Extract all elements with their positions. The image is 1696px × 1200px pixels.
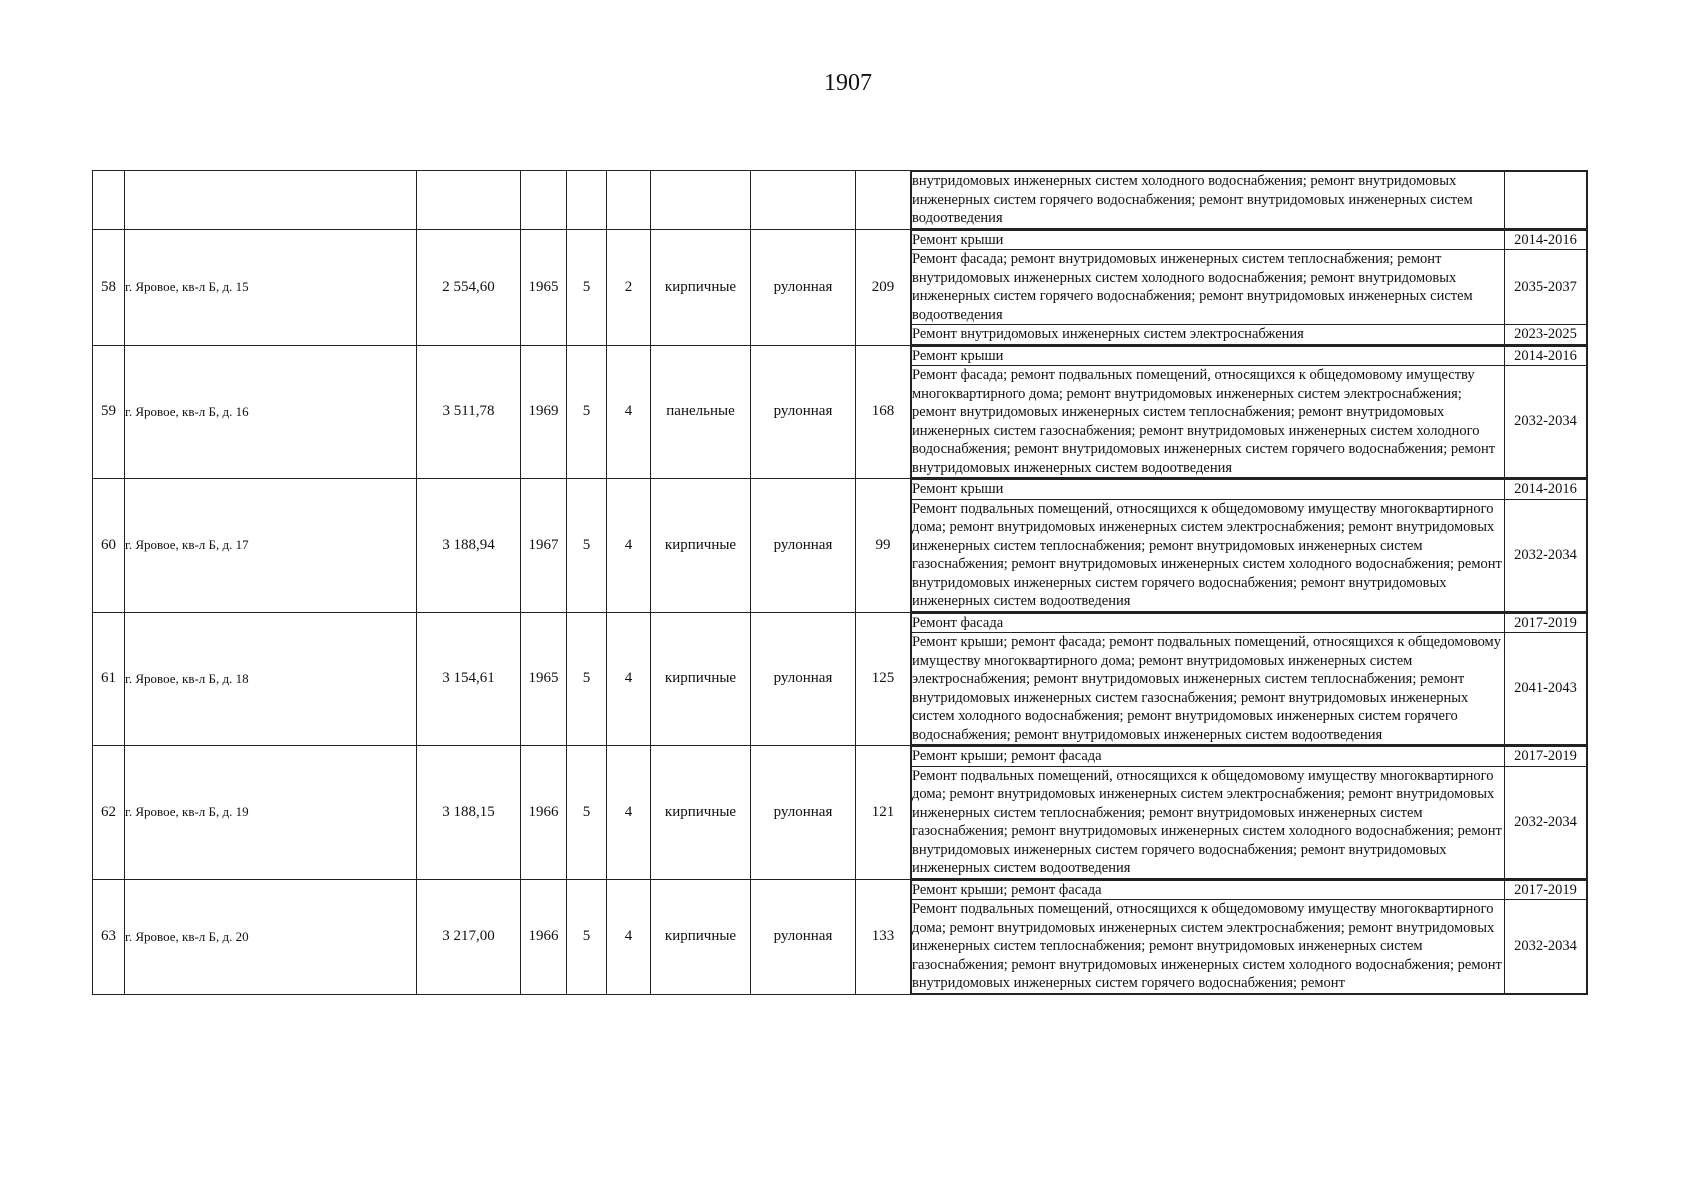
work-description: Ремонт внутридомовых инженерных систем электроснабжения <box>912 325 1505 345</box>
work-period <box>1505 172 1587 229</box>
work-description: Ремонт фасада; ремонт подвальных помещений, относящихся к общедомовому имуществу многоквартирного дома; ремонт внутридомовых инженерных систем электроснабжения; ремонт внутридомовых инженерных систем теплоснабжения; ремонт внутридомовых инженерных систем газоснабжения; ремонт внутридомовых инженерных систем холодного водоснабжения; ремонт внутридомовых инженерных систем горячего водоснабжения; ремонт внутридомовых инженерных систем водоотведения <box>912 366 1505 478</box>
works-table <box>911 880 1587 994</box>
work-item <box>912 250 1587 325</box>
area-cell: 2 554,60 <box>417 229 521 345</box>
work-period: 2014-2016 <box>1505 480 1587 500</box>
year-cell: 1965 <box>521 612 567 746</box>
walls-cell: кирпичные <box>651 612 751 746</box>
residents-cell: 133 <box>856 879 911 994</box>
table-row <box>93 229 1588 345</box>
works-table <box>911 230 1587 345</box>
floors-cell: 5 <box>567 879 607 994</box>
address-cell: г. Яровое, кв-л Б, д. 18 <box>125 612 417 746</box>
capital-repair-table <box>92 170 1588 995</box>
roof-cell: рулонная <box>751 229 856 345</box>
table-row <box>93 479 1588 613</box>
residents-cell: 168 <box>856 345 911 479</box>
page-number: 1907 <box>824 70 872 96</box>
work-description: внутридомовых инженерных систем холодного водоснабжения; ремонт внутридомовых инженерных систем горячего водоснабжения; ремонт внутридомовых инженерных систем водоотведения <box>912 172 1505 229</box>
works-table <box>911 479 1587 612</box>
work-period: 2041-2043 <box>1505 633 1587 745</box>
floors-cell: 5 <box>567 746 607 880</box>
works-cell <box>911 479 1588 613</box>
walls-cell: кирпичные <box>651 229 751 345</box>
work-period: 2017-2019 <box>1505 613 1587 633</box>
floors-cell <box>567 171 607 230</box>
table-row <box>93 879 1588 994</box>
residents-cell: 209 <box>856 229 911 345</box>
table-body <box>93 171 1588 995</box>
area-cell: 3 217,00 <box>417 879 521 994</box>
area-cell <box>417 171 521 230</box>
area-cell: 3 154,61 <box>417 612 521 746</box>
area-cell: 3 511,78 <box>417 345 521 479</box>
floors-cell: 5 <box>567 345 607 479</box>
work-period: 2032-2034 <box>1505 766 1587 878</box>
year-cell: 1969 <box>521 345 567 479</box>
work-item <box>912 880 1587 900</box>
entrances-cell: 4 <box>607 479 651 613</box>
year-cell: 1967 <box>521 479 567 613</box>
work-period: 2032-2034 <box>1505 900 1587 994</box>
entrances-cell: 4 <box>607 345 651 479</box>
works-table <box>911 171 1587 229</box>
table-row <box>93 171 1588 230</box>
works-cell <box>911 171 1588 230</box>
work-item <box>912 613 1587 633</box>
work-period: 2017-2019 <box>1505 747 1587 767</box>
work-period: 2035-2037 <box>1505 250 1587 325</box>
table-row <box>93 612 1588 746</box>
work-item <box>912 900 1587 994</box>
work-item <box>912 325 1587 345</box>
work-description: Ремонт крыши <box>912 480 1505 500</box>
roof-cell: рулонная <box>751 479 856 613</box>
works-table <box>911 613 1587 746</box>
floors-cell: 5 <box>567 479 607 613</box>
work-item <box>912 366 1587 478</box>
work-description: Ремонт крыши <box>912 230 1505 250</box>
work-period: 2017-2019 <box>1505 880 1587 900</box>
work-item <box>912 480 1587 500</box>
work-description: Ремонт крыши <box>912 346 1505 366</box>
year-cell: 1965 <box>521 229 567 345</box>
area-cell: 3 188,15 <box>417 746 521 880</box>
walls-cell: кирпичные <box>651 479 751 613</box>
row-number: 63 <box>93 879 125 994</box>
roof-cell: рулонная <box>751 345 856 479</box>
work-item <box>912 633 1587 745</box>
row-number: 58 <box>93 229 125 345</box>
entrances-cell: 4 <box>607 746 651 880</box>
work-item <box>912 172 1587 229</box>
floors-cell: 5 <box>567 612 607 746</box>
works-cell <box>911 879 1588 994</box>
work-item <box>912 230 1587 250</box>
address-cell <box>125 171 417 230</box>
year-cell: 1966 <box>521 879 567 994</box>
address-cell: г. Яровое, кв-л Б, д. 15 <box>125 229 417 345</box>
address-cell: г. Яровое, кв-л Б, д. 17 <box>125 479 417 613</box>
year-cell: 1966 <box>521 746 567 880</box>
work-description: Ремонт крыши; ремонт фасада <box>912 880 1505 900</box>
residents-cell <box>856 171 911 230</box>
work-description: Ремонт фасада <box>912 613 1505 633</box>
work-description: Ремонт подвальных помещений, относящихся к общедомовому имуществу многоквартирного дома; ремонт внутридомовых инженерных систем электроснабжения; ремонт внутридомовых инженерных систем теплоснабжения; ремонт внутридомовых инженерных систем газоснабжения; ремонт внутридомовых инженерных систем холодного водоснабжения; ремонт внутридомовых инженерных систем горячего водоснабжения; ремонт внутридомовых инженерных систем водоотведения <box>912 499 1505 611</box>
area-cell: 3 188,94 <box>417 479 521 613</box>
work-period: 2032-2034 <box>1505 366 1587 478</box>
residents-cell: 121 <box>856 746 911 880</box>
entrances-cell <box>607 171 651 230</box>
row-number: 62 <box>93 746 125 880</box>
entrances-cell: 2 <box>607 229 651 345</box>
work-period: 2023-2025 <box>1505 325 1587 345</box>
work-description: Ремонт крыши; ремонт фасада <box>912 747 1505 767</box>
floors-cell: 5 <box>567 229 607 345</box>
row-number: 61 <box>93 612 125 746</box>
work-period: 2032-2034 <box>1505 499 1587 611</box>
works-table <box>911 346 1587 479</box>
walls-cell: панельные <box>651 345 751 479</box>
table-row <box>93 345 1588 479</box>
work-item <box>912 747 1587 767</box>
entrances-cell: 4 <box>607 879 651 994</box>
work-description: Ремонт подвальных помещений, относящихся к общедомовому имуществу многоквартирного дома; ремонт внутридомовых инженерных систем электроснабжения; ремонт внутридомовых инженерных систем теплоснабжения; ремонт внутридомовых инженерных систем газоснабжения; ремонт внутридомовых инженерных систем холодного водоснабжения; ремонт внутридомовых инженерных систем горячего водоснабжения; ремонт <box>912 900 1505 994</box>
roof-cell: рулонная <box>751 612 856 746</box>
row-number: 59 <box>93 345 125 479</box>
works-table <box>911 746 1587 879</box>
works-cell <box>911 746 1588 880</box>
address-cell: г. Яровое, кв-л Б, д. 20 <box>125 879 417 994</box>
row-number <box>93 171 125 230</box>
address-cell: г. Яровое, кв-л Б, д. 16 <box>125 345 417 479</box>
work-description: Ремонт фасада; ремонт внутридомовых инженерных систем теплоснабжения; ремонт внутридомовых инженерных систем холодного водоснабжения; ремонт внутридомовых инженерных систем горячего водоснабжения; ремонт внутридомовых инженерных систем водоотведения <box>912 250 1505 325</box>
roof-cell: рулонная <box>751 746 856 880</box>
works-cell <box>911 229 1588 345</box>
roof-cell: рулонная <box>751 879 856 994</box>
entrances-cell: 4 <box>607 612 651 746</box>
work-period: 2014-2016 <box>1505 346 1587 366</box>
work-item <box>912 766 1587 878</box>
walls-cell: кирпичные <box>651 746 751 880</box>
year-cell <box>521 171 567 230</box>
roof-cell <box>751 171 856 230</box>
residents-cell: 99 <box>856 479 911 613</box>
walls-cell <box>651 171 751 230</box>
work-description: Ремонт подвальных помещений, относящихся к общедомовому имуществу многоквартирного дома; ремонт внутридомовых инженерных систем электроснабжения; ремонт внутридомовых инженерных систем теплоснабжения; ремонт внутридомовых инженерных систем газоснабжения; ремонт внутридомовых инженерных систем холодного водоснабжения; ремонт внутридомовых инженерных систем горячего водоснабжения; ремонт внутридомовых инженерных систем водоотведения <box>912 766 1505 878</box>
walls-cell: кирпичные <box>651 879 751 994</box>
work-period: 2014-2016 <box>1505 230 1587 250</box>
work-item <box>912 499 1587 611</box>
work-description: Ремонт крыши; ремонт фасада; ремонт подвальных помещений, относящихся к общедомовому имуществу многоквартирного дома; ремонт внутридомовых инженерных систем электроснабжения; ремонт внутридомовых инженерных систем теплоснабжения; ремонт внутридомовых инженерных систем газоснабжения; ремонт внутридомовых инженерных систем холодного водоснабжения; ремонт внутридомовых инженерных систем горячего водоснабжения; ремонт внутридомовых инженерных систем водоотведения <box>912 633 1505 745</box>
address-cell: г. Яровое, кв-л Б, д. 19 <box>125 746 417 880</box>
row-number: 60 <box>93 479 125 613</box>
works-cell <box>911 612 1588 746</box>
residents-cell: 125 <box>856 612 911 746</box>
table-row <box>93 746 1588 880</box>
works-cell <box>911 345 1588 479</box>
work-item <box>912 346 1587 366</box>
